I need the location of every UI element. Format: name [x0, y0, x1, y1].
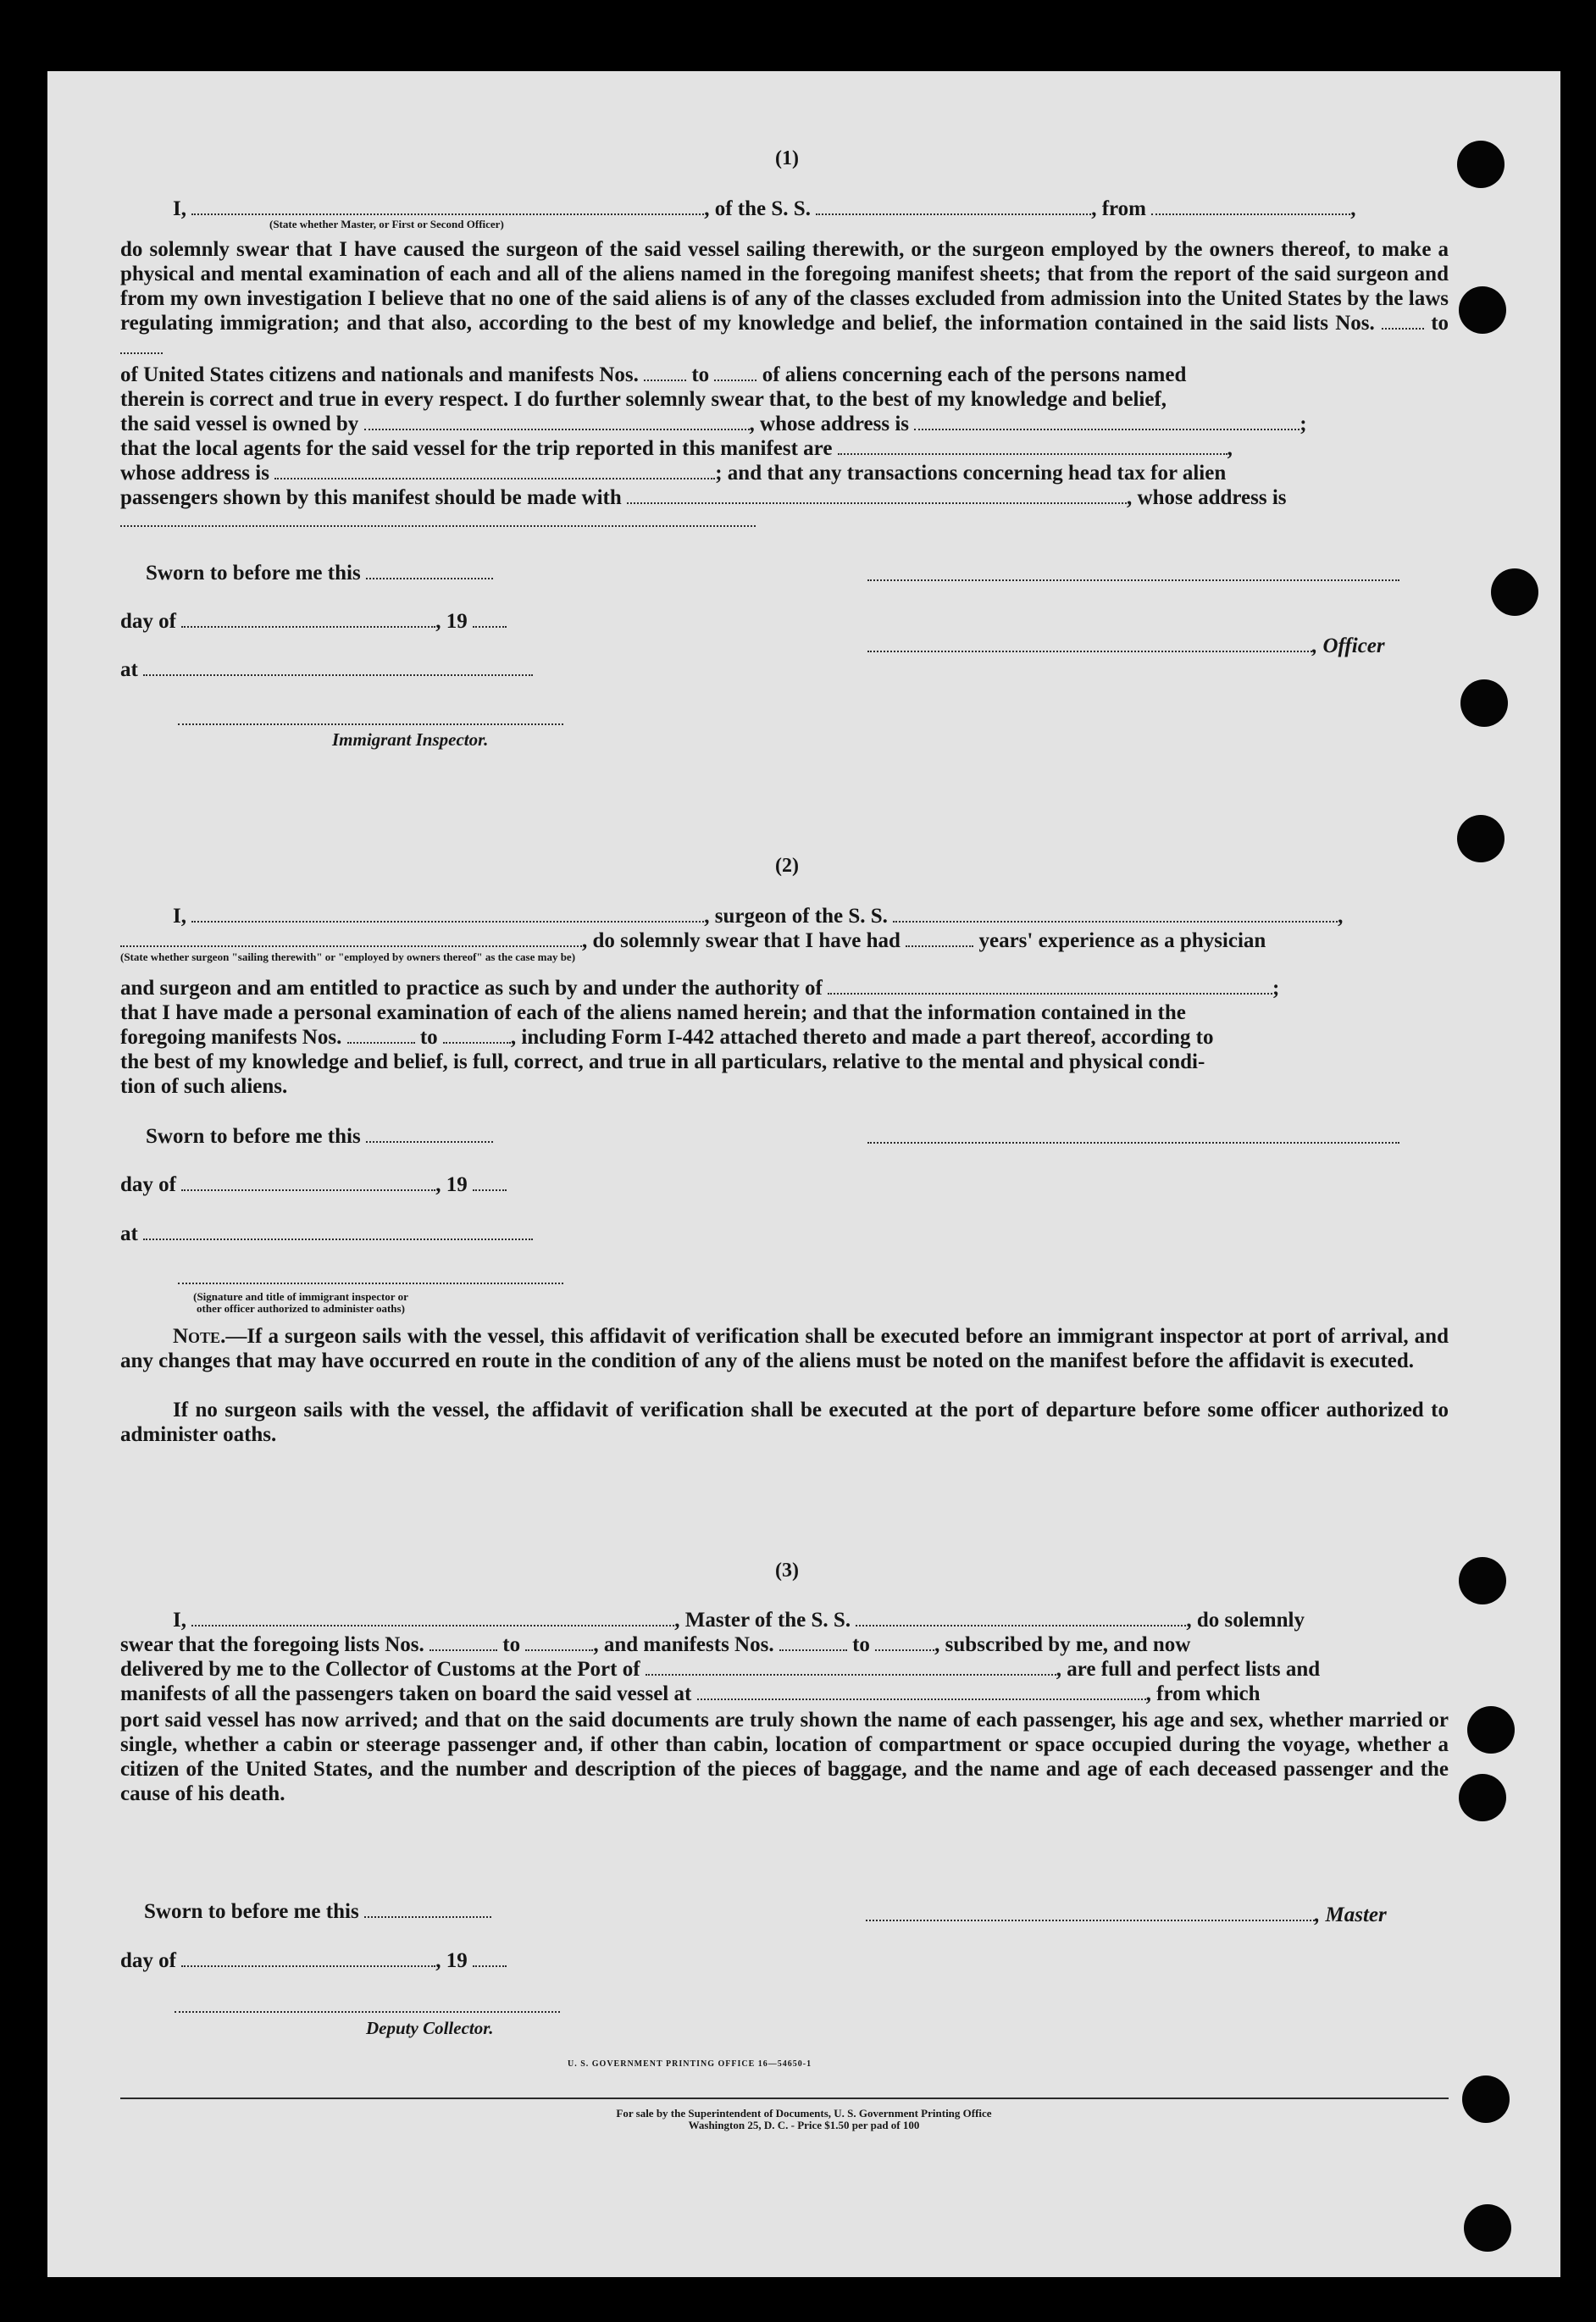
section-2-heading: (2)	[775, 855, 799, 877]
sale-notice-2: Washington 25, D. C. - Price $1.50 per pad of 100	[688, 2119, 920, 2131]
surgeon-status-field[interactable]	[120, 930, 582, 947]
sale-notice-1: For sale by the Superintendent of Documents, U. S. Government Printing Office	[616, 2107, 992, 2120]
year-field-3[interactable]	[473, 1950, 507, 1967]
officer-signature-line-2[interactable]	[178, 1283, 563, 1284]
deputy-signature-line[interactable]	[175, 2011, 560, 2013]
sworn-line-3: Sworn to before me this	[144, 1901, 491, 1922]
sworn-date-field[interactable]	[366, 562, 493, 579]
day-of-field[interactable]	[181, 611, 435, 628]
day-of-line-1: day of , 19	[120, 611, 507, 632]
year-field-2[interactable]	[473, 1174, 507, 1191]
manifests-to-field[interactable]	[714, 364, 756, 381]
section-3-line-1: I, , Master of the S. S. , do solemnly	[173, 1609, 1305, 1632]
section-1-line-citizens: of United States citizens and nationals and manifests Nos. to of aliens concerning each of the persons named	[120, 363, 1187, 386]
at-field-2[interactable]	[143, 1223, 533, 1240]
at-line-1: at	[120, 659, 533, 680]
owner-address-field[interactable]	[914, 413, 1300, 430]
vessel-name-field[interactable]	[816, 198, 1091, 215]
head-tax-address-line[interactable]	[120, 525, 756, 527]
gpo-imprint: U. S. GOVERNMENT PRINTING OFFICE 16—54650-1	[568, 2059, 812, 2069]
footer-rule	[120, 2098, 1449, 2099]
punch-hole	[1460, 679, 1508, 727]
from-port-field[interactable]	[1151, 198, 1350, 215]
owner-field[interactable]	[364, 413, 750, 430]
officer-signature-line[interactable]	[867, 579, 1399, 581]
master-signature-field[interactable]	[866, 1904, 1315, 1921]
master-lists-from-field[interactable]	[429, 1634, 497, 1651]
punch-hole	[1467, 1706, 1515, 1754]
local-agents-field[interactable]	[838, 438, 1227, 455]
officer-title-field[interactable]	[867, 635, 1312, 652]
master-name-field[interactable]	[191, 1610, 674, 1627]
officer-title-line: , Officer	[867, 635, 1385, 657]
surgeon-note-2: If no surgeon sails with the vessel, the affidavit of verification shall be executed at the port of departure before some officer authorized to administer oaths.	[120, 1399, 1449, 1446]
master-lists-to-field[interactable]	[525, 1634, 593, 1651]
manifests-from-field[interactable]	[644, 364, 686, 381]
at-field[interactable]	[143, 659, 533, 676]
surgeon-manifests-from-field[interactable]	[347, 1027, 415, 1044]
inspector-signature-line[interactable]	[178, 723, 563, 725]
section-1-line-agents: that the local agents for the said vessel for the trip reported in this manifest are ,	[120, 437, 1233, 460]
sworn-date-field-2[interactable]	[366, 1126, 493, 1143]
day-of-field-3[interactable]	[181, 1950, 435, 1967]
master-officer-note: (State whether Master, or First or Second Officer)	[269, 218, 504, 230]
punch-hole	[1459, 1774, 1506, 1821]
section-3-line-3: delivered by me to the Collector of Customs at the Port of , are full and perfect lists and	[120, 1658, 1321, 1681]
master-manifests-to-field[interactable]	[875, 1634, 934, 1651]
day-of-field-2[interactable]	[181, 1174, 435, 1191]
section-2-line-5: foregoing manifests Nos. to , including Form I-442 attached thereto and made a part thereof, according to	[120, 1026, 1214, 1049]
signature-title-note: (Signature and title of immigrant inspector or other officer authorized to administer oaths)	[193, 1290, 408, 1315]
section-2-line-7: tion of such aliens.	[120, 1075, 288, 1098]
deputy-caption: Deputy Collector.	[366, 2018, 494, 2038]
departure-port-field[interactable]	[697, 1683, 1146, 1700]
section-3-line-2: swear that the foregoing lists Nos. to , and manifests Nos. to , subscribed by me, and now	[120, 1633, 1191, 1656]
port-field[interactable]	[646, 1659, 1056, 1676]
section-1-line-1: I, , of the S. S. , from ,	[173, 197, 1356, 220]
surgeon-status-note: (State whether surgeon "sailing therewith" or "employed by owners thereof" as the case may be)	[120, 950, 576, 963]
lists-from-field[interactable]	[1382, 313, 1424, 330]
years-experience-field[interactable]	[906, 930, 973, 947]
punch-hole	[1459, 286, 1506, 334]
head-tax-contact-field[interactable]	[627, 487, 1127, 504]
master-vessel-field[interactable]	[856, 1610, 1186, 1627]
section-3-line-4: manifests of all the passengers taken on board the said vessel at , from which	[120, 1682, 1261, 1705]
punch-hole	[1464, 2204, 1511, 2252]
punch-hole	[1491, 568, 1538, 616]
lists-to-field[interactable]	[120, 337, 163, 354]
authority-field[interactable]	[828, 978, 1272, 995]
surgeon-note: Note.—If a surgeon sails with the vessel, this affidavit of verification shall be executed before an immigrant inspector at port of arrival, and any changes that may have occurred en route in the condition of any of the aliens must be noted on the manifest before the affidavit is executed.	[120, 1325, 1449, 1372]
master-signature-line: , Master	[866, 1904, 1387, 1926]
year-field[interactable]	[473, 611, 507, 628]
section-2-line-1: I, , surgeon of the S. S. ,	[173, 905, 1344, 928]
section-1-heading: (1)	[775, 147, 799, 169]
section-3-heading: (3)	[775, 1560, 799, 1582]
section-2-line-4: that I have made a personal examination of each of the aliens named herein; and that the information contained in the	[120, 1001, 1186, 1024]
section-1-line-passengers: passengers shown by this manifest should be made with , whose address is	[120, 486, 1287, 509]
section-1-body: do solemnly swear that I have caused the surgeon of the said vessel sailing therewith, or the surgeon employed by the owners thereof, to make a physical and mental examination of each and all of the aliens named in the foregoing manifest sheets; that from the report of the said surgeon and from my own investigation I believe that no one of the said aliens is of any of the classes excluded from admission into the United States by the laws regulating immigration; and that also, according to the best of my knowledge and belief, the information contained in the said lists Nos. to	[120, 237, 1449, 360]
surgeon-signature-line[interactable]	[867, 1142, 1399, 1144]
agents-address-field[interactable]	[274, 463, 715, 479]
manifest-verification-page	[47, 71, 1560, 2277]
day-of-line-3: day of , 19	[120, 1950, 507, 1971]
surgeon-manifests-to-field[interactable]	[443, 1027, 511, 1044]
day-of-line-2: day of , 19	[120, 1174, 507, 1195]
section-2-line-6: the best of my knowledge and belief, is full, correct, and true in all particulars, relative to the mental and physical condi-	[120, 1050, 1205, 1073]
master-manifests-from-field[interactable]	[779, 1634, 847, 1651]
surgeon-name-field[interactable]	[191, 906, 704, 923]
section-1-line-owned: the said vessel is owned by , whose address is ;	[120, 413, 1307, 435]
section-2-line-3: and surgeon and am entitled to practice as such by and under the authority of ;	[120, 977, 1280, 1000]
sworn-line-2: Sworn to before me this	[146, 1126, 493, 1147]
section-3-body: port said vessel has now arrived; and that on the said documents are truly shown the name of each passenger, his age and sex, whether married or single, whether a cabin or steerage passenger and, if other than cabin, location of compartment or space occupied during the voyage, whether a citizen of the United States, and the number and description of the pieces of baggage, and the name and age of each deceased passenger and the cause of his death.	[120, 1709, 1449, 1805]
section-1-line-whose: whose address is ; and that any transactions concerning head tax for alien	[120, 462, 1227, 485]
officer-name-field[interactable]	[191, 198, 704, 215]
surgeon-vessel-field[interactable]	[893, 906, 1338, 923]
at-line-2: at	[120, 1223, 533, 1244]
sworn-date-field-3[interactable]	[364, 1901, 491, 1918]
sworn-line-1: Sworn to before me this	[146, 562, 493, 584]
section-2-line-2: , do solemnly swear that I have had years' experience as a physician	[120, 930, 1266, 951]
section-1-line-therein: therein is correct and true in every respect. I do further solemnly swear that, to the best of my knowledge and belief,	[120, 388, 1167, 411]
inspector-caption: Immigrant Inspector.	[332, 729, 489, 750]
